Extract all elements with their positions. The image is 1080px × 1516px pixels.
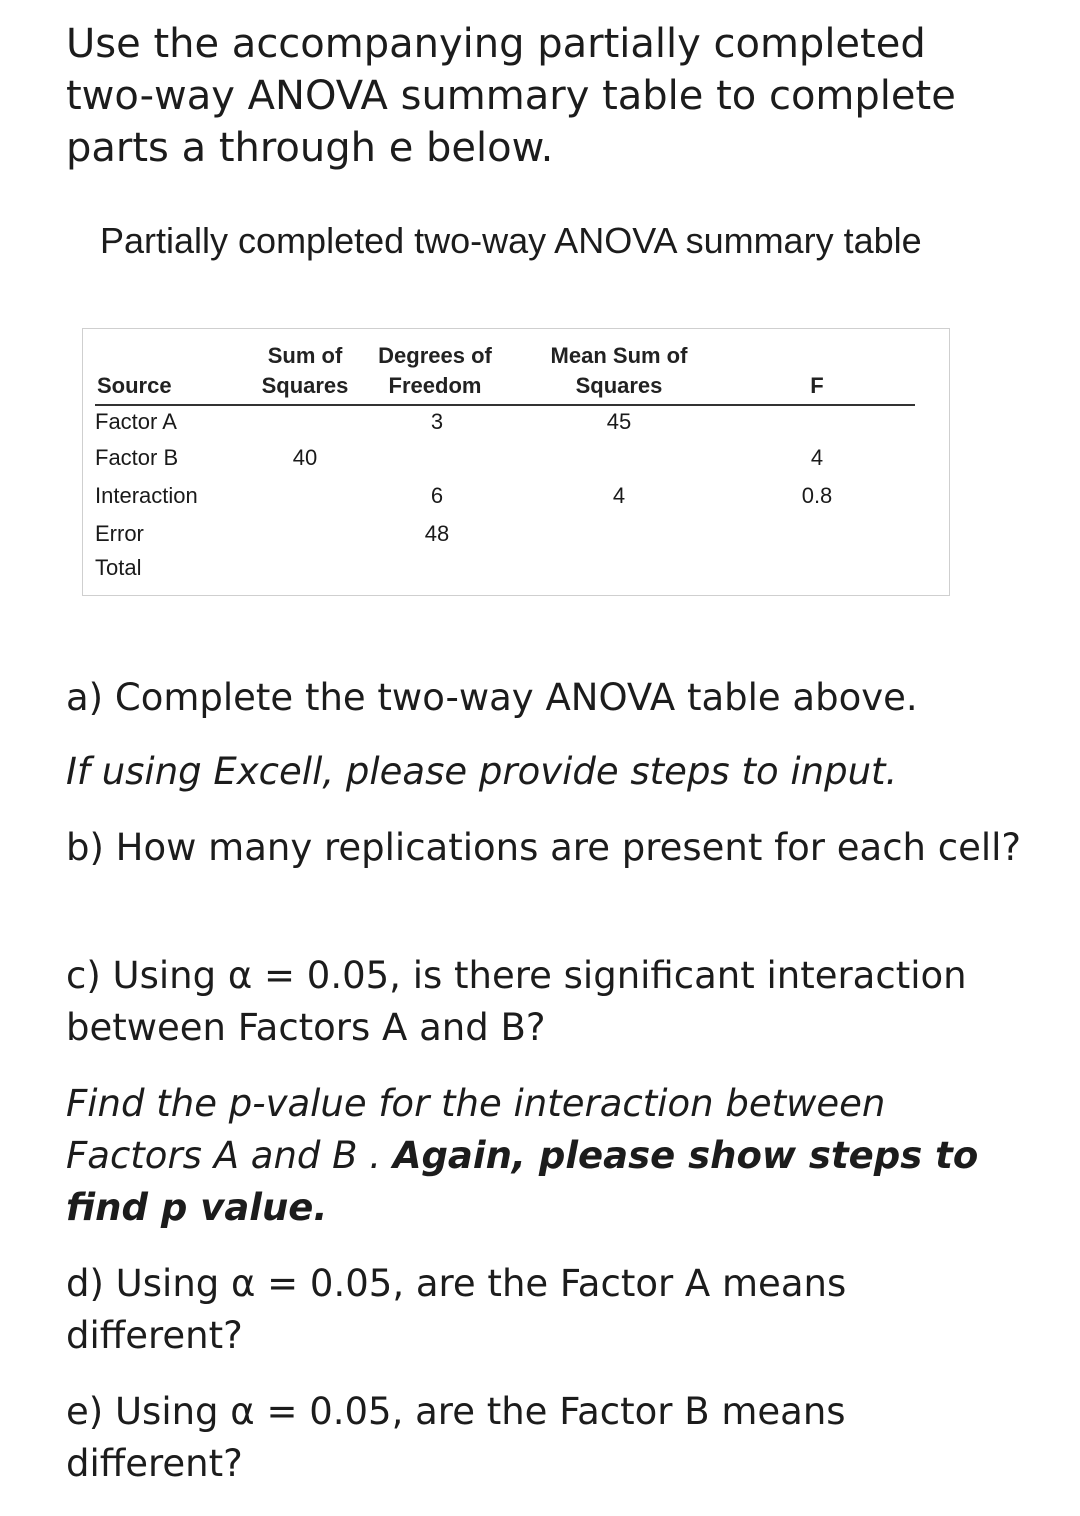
row-source-factor-b: Factor B bbox=[95, 445, 179, 470]
question-a: a) Complete the two-way ANOVA table above. bbox=[66, 676, 918, 719]
header-rule bbox=[95, 404, 915, 406]
question-a-note: If using Excell, please provide steps to input. bbox=[66, 750, 898, 793]
intro-text: Use the accompanying partially completed two-way ANOVA summary table to complete parts a through e below. bbox=[66, 21, 956, 171]
header-ss-line1: Sum of bbox=[267, 343, 343, 368]
row-ss-factor-b: 40 bbox=[292, 445, 318, 470]
row-source-total: Total bbox=[95, 555, 142, 580]
row-ms-factor-a: 45 bbox=[606, 409, 632, 434]
header-source: Source bbox=[97, 373, 172, 398]
question-c-note-bold: Again, please show steps to find p value. bbox=[66, 1134, 979, 1229]
header-f: F bbox=[810, 373, 824, 398]
question-d: d) Using α = 0.05, are the Factor A means different? bbox=[66, 1262, 847, 1357]
question-c-note-plain: Find the p-value for the interaction between Factors A and B . bbox=[66, 1082, 886, 1177]
row-f-interaction: 0.8 bbox=[801, 483, 833, 508]
header-ms-line1: Mean Sum of bbox=[550, 343, 688, 368]
question-e: e) Using α = 0.05, are the Factor B means different? bbox=[66, 1390, 846, 1485]
header-df-line1: Degrees of bbox=[378, 343, 492, 368]
question-b: b) How many replications are present for each cell? bbox=[66, 826, 1022, 869]
question-c: c) Using α = 0.05, is there significant interaction between Factors A and B? bbox=[66, 954, 967, 1049]
row-df-error: 48 bbox=[424, 521, 450, 546]
row-source-interaction: Interaction bbox=[95, 483, 198, 508]
row-df-interaction: 6 bbox=[430, 483, 444, 508]
row-f-factor-b: 4 bbox=[810, 445, 824, 470]
header-ms-line2: Squares bbox=[575, 373, 663, 398]
row-source-error: Error bbox=[95, 521, 144, 546]
header-df-line2: Freedom bbox=[388, 373, 482, 398]
header-ss-line2: Squares bbox=[261, 373, 349, 398]
question-c-note bbox=[66, 1078, 1026, 1234]
anova-table bbox=[82, 328, 950, 596]
table-caption: Partially completed two-way ANOVA summary table bbox=[100, 220, 922, 261]
row-ms-interaction: 4 bbox=[612, 483, 626, 508]
row-source-factor-a: Factor A bbox=[95, 409, 177, 434]
row-df-factor-a: 3 bbox=[430, 409, 444, 434]
